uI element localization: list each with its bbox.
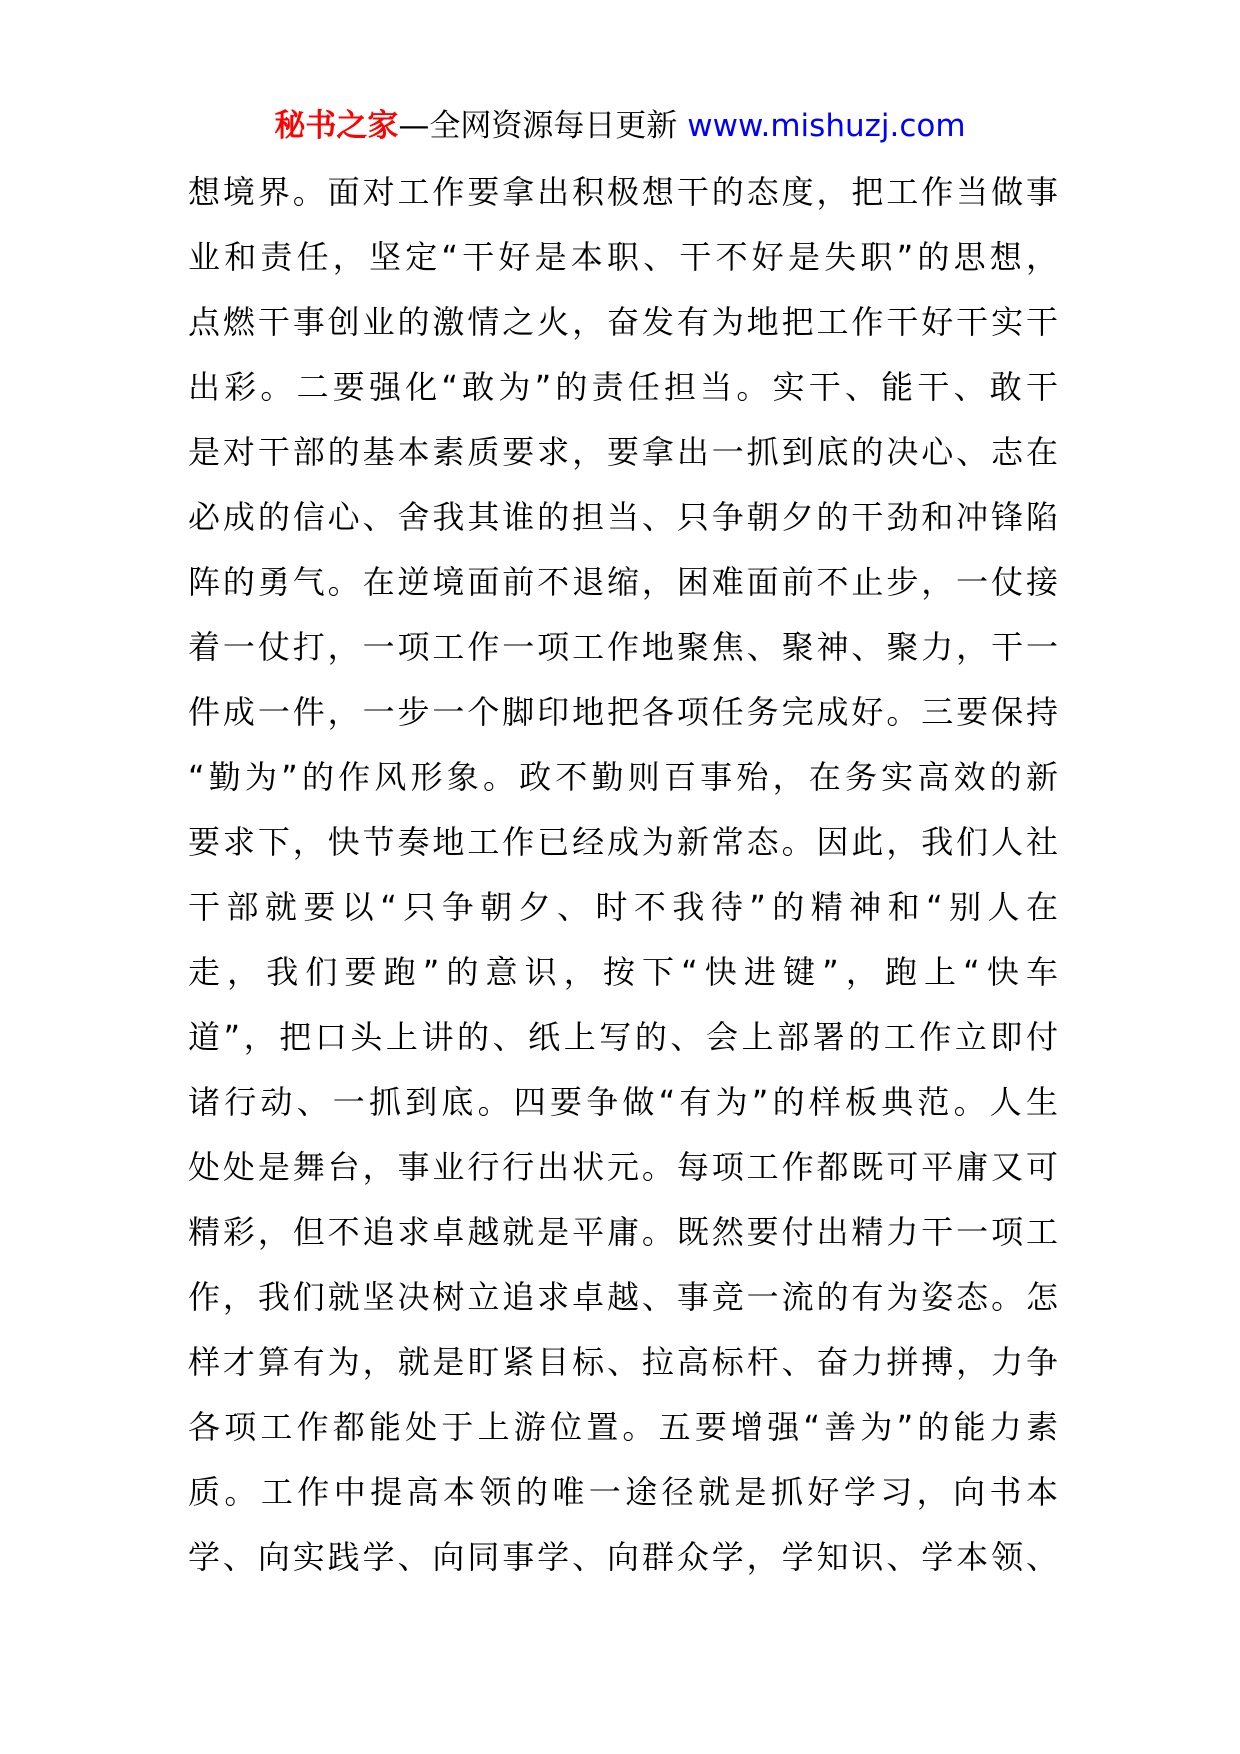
text-line: 件成一件，一步一个脚印地把各项任务完成好。三要保持 xyxy=(188,693,1058,731)
text-line: 是对干部的基本素质要求，要拿出一抓到底的决心、志在 xyxy=(188,433,1058,471)
text-line: 作，我们就坚决树立追求卓越、事竞一流的有为姿态。怎 xyxy=(188,1278,1058,1316)
text-line: 质。工作中提高本领的唯一途径就是抓好学习，向书本 xyxy=(188,1473,1058,1511)
text-line: 各项工作都能处于上游位置。五要增强“善为”的能力素 xyxy=(188,1408,1058,1446)
website-url[interactable]: www.mishuzj.com xyxy=(687,108,966,144)
text-line: 点燃干事创业的激情之火，奋发有为地把工作干好干实干 xyxy=(188,303,1058,341)
text-line: 道”，把口头上讲的、纸上写的、会上部署的工作立即付 xyxy=(188,1018,1058,1056)
text-line: 样才算有为，就是盯紧目标、拉高标杆、奋力拼搏，力争 xyxy=(188,1343,1058,1381)
text-line: 想境界。面对工作要拿出积极想干的态度，把工作当做事 xyxy=(188,173,1058,211)
text-line: 必成的信心、舍我其谁的担当、只争朝夕的干劲和冲锋陷 xyxy=(188,498,1058,536)
text-line: 业和责任，坚定“干好是本职、干不好是失职”的思想， xyxy=(188,238,1058,276)
text-line: 干部就要以“只争朝夕、时不我待”的精神和“别人在 xyxy=(188,888,1058,926)
text-line: 要求下，快节奏地工作已经成为新常态。因此，我们人社 xyxy=(188,823,1058,861)
page-header xyxy=(0,98,1240,154)
brand-name: 秘书之家 xyxy=(274,108,399,144)
header-slogan: —全网资源每日更新 xyxy=(398,108,678,144)
text-line: 处处是舞台，事业行行出状元。每项工作都既可平庸又可 xyxy=(188,1148,1058,1186)
text-line: 精彩，但不追求卓越就是平庸。既然要付出精力干一项工 xyxy=(188,1213,1058,1251)
text-line: 学、向实践学、向同事学、向群众学，学知识、学本领、 xyxy=(188,1538,1058,1576)
body-text xyxy=(188,160,1058,1590)
text-line: 诸行动、一抓到底。四要争做“有为”的样板典范。人生 xyxy=(188,1083,1058,1121)
text-line: 出彩。二要强化“敢为”的责任担当。实干、能干、敢干 xyxy=(188,368,1058,406)
text-line: 走，我们要跑”的意识，按下“快进键”，跑上“快车 xyxy=(188,953,1058,991)
text-line: 阵的勇气。在逆境面前不退缩，困难面前不止步，一仗接 xyxy=(188,563,1058,601)
text-line: “勤为”的作风形象。政不勤则百事殆，在务实高效的新 xyxy=(188,758,1058,796)
text-line: 着一仗打，一项工作一项工作地聚焦、聚神、聚力，干一 xyxy=(188,628,1058,666)
